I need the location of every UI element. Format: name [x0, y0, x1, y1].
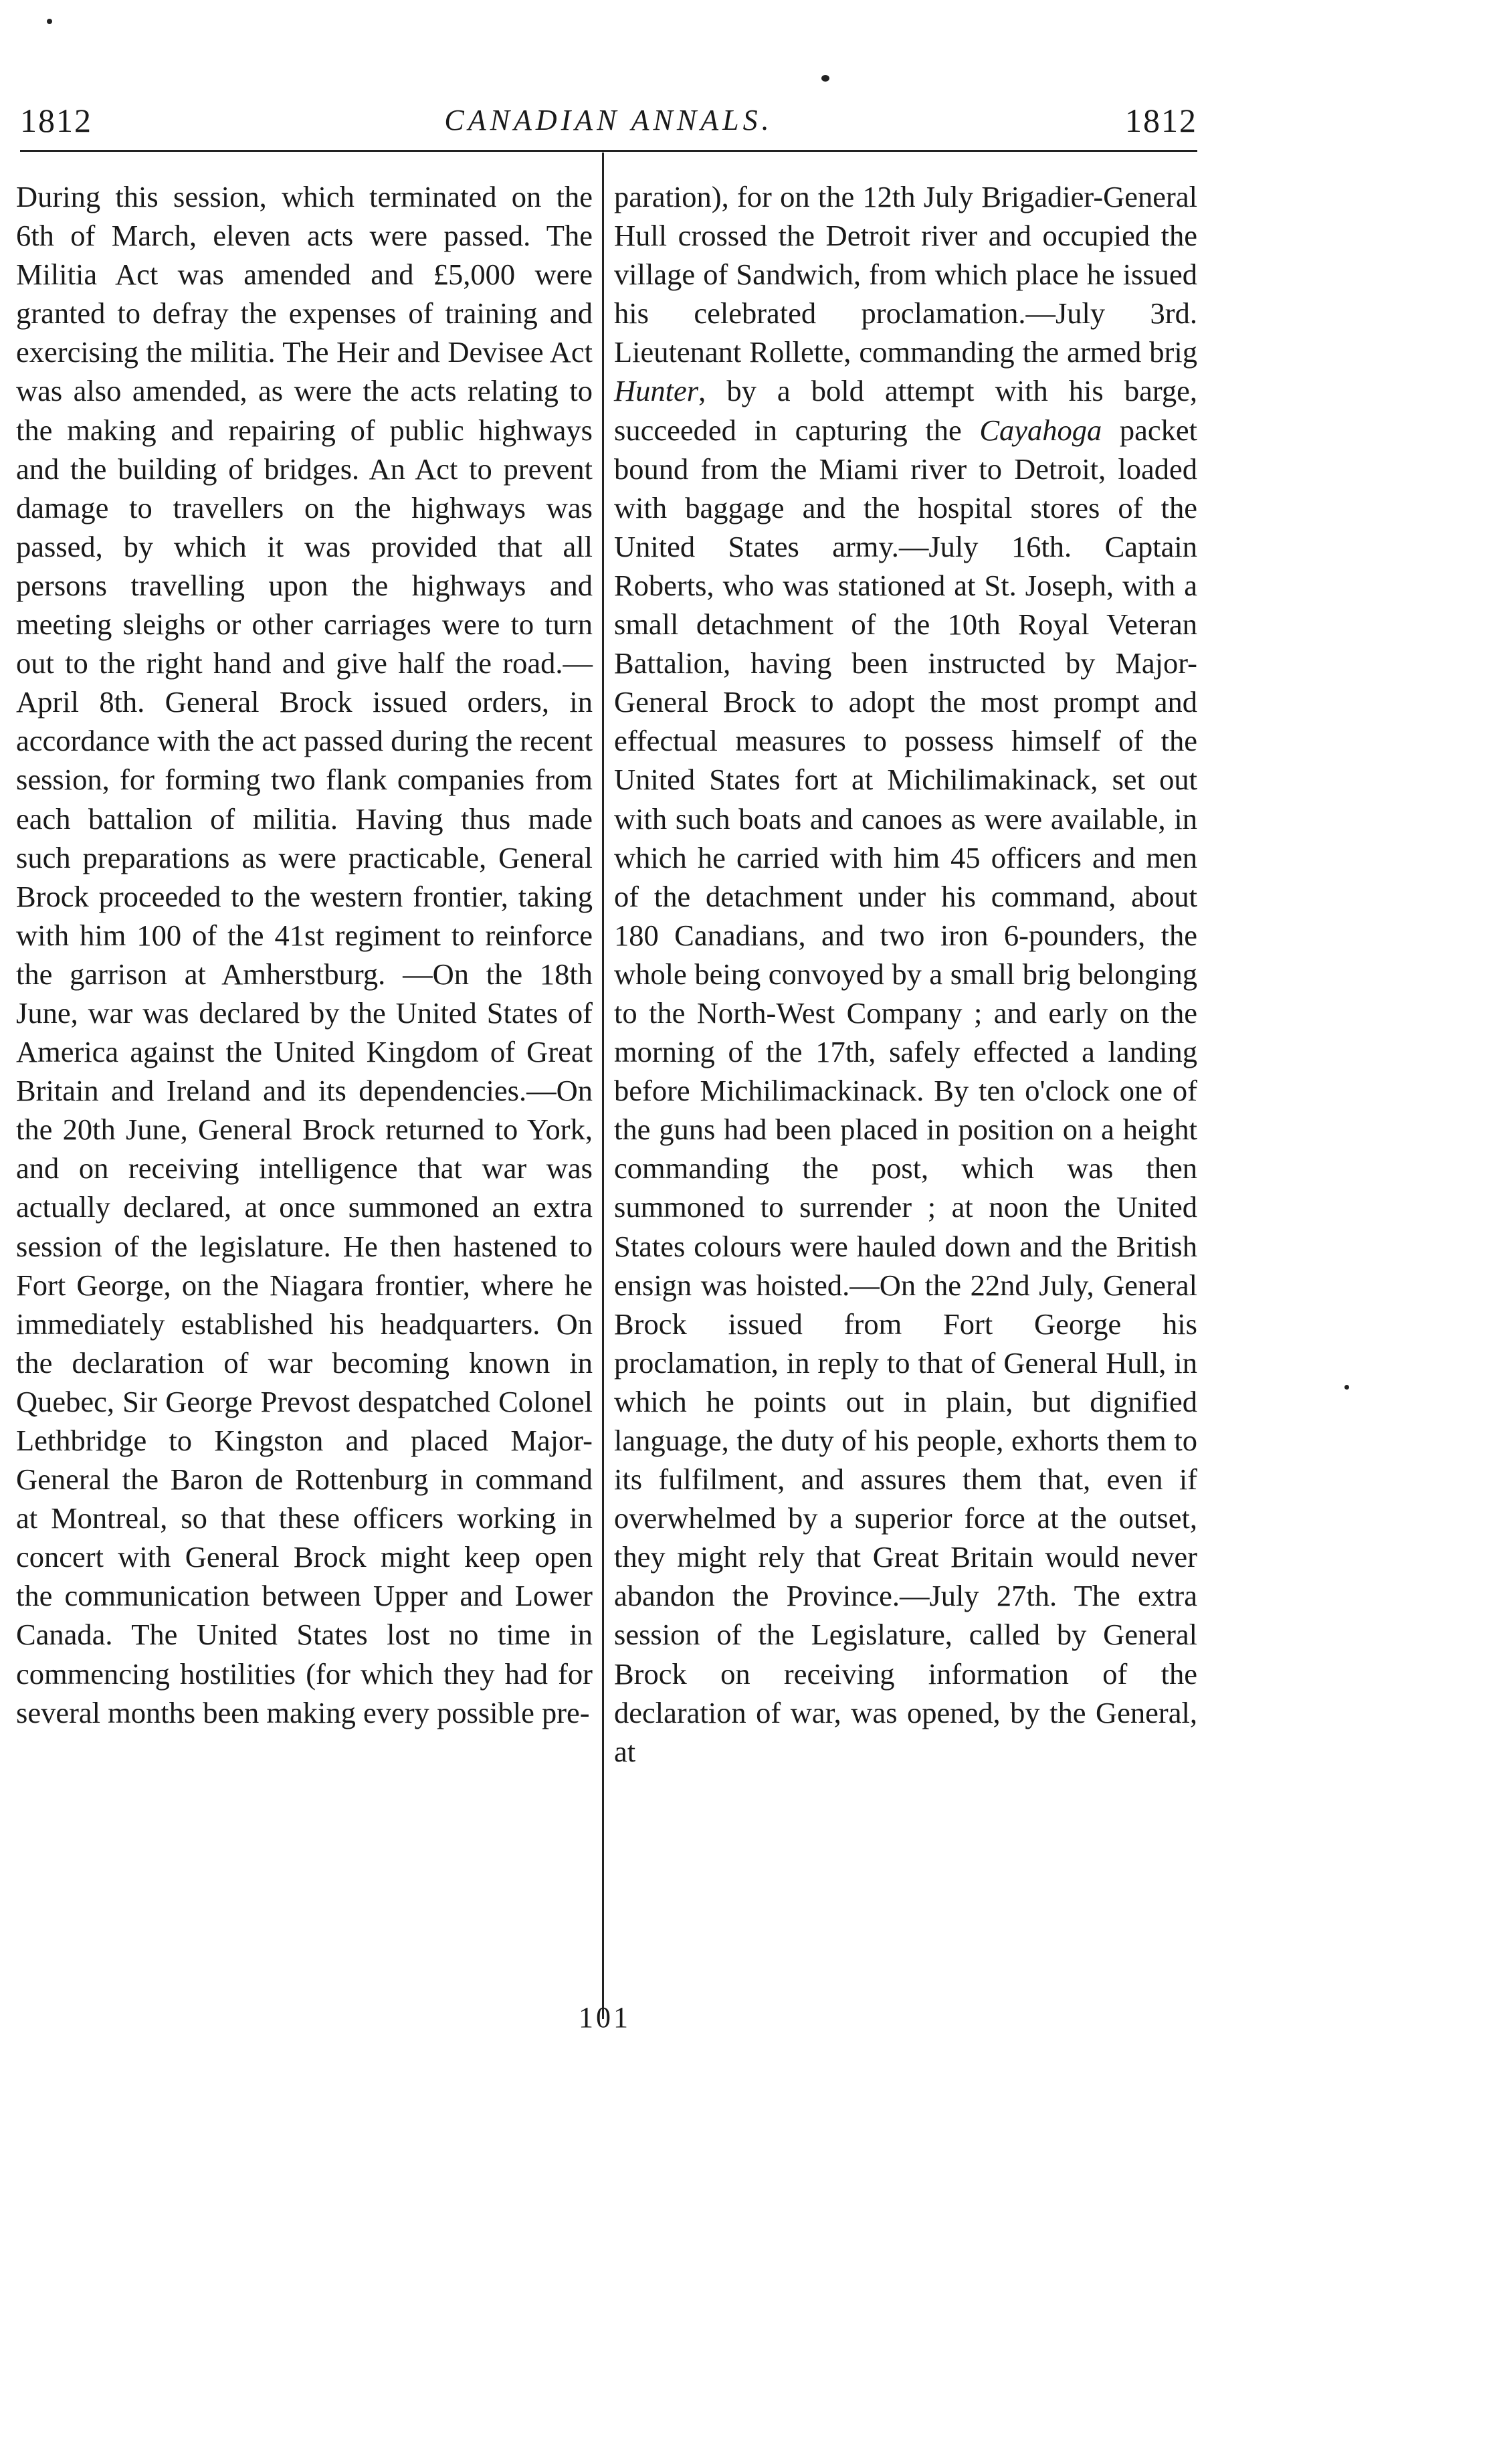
header-year-right: 1812 — [1125, 102, 1197, 139]
right-column-paragraph — [614, 177, 1197, 1771]
left-column — [16, 177, 593, 1732]
header-title: CANADIAN ANNALS. — [444, 104, 773, 136]
left-column-text: During this session, which terminated on the 6th of March, eleven acts were passed. The Militia Act was amended and £5,000 were granted to defray the expenses of training and exercising the militia. The Heir and Devisee Act was also amended, as were the acts relating to the making and repairing of public highways and the building of bridges. An Act to prevent damage to travellers on the highways was passed, by which it was provided that all persons travelling upon the highways and meeting sleighs or other carriages were to turn out to the right hand and give half the road.—April 8th. General Brock issued orders, in accordance with the act passed during the recent session, for forming two flank companies from each battalion of militia. Having thus made such preparations as were practicable, General Brock proceeded to the western frontier, taking with him 100 of the 41st regiment to reinforce the garrison at Amherstburg. —On the 18th June, war was declared by the United States of America against the United Kingdom of Great Britain and Ireland and its dependencies.—On the 20th June, General Brock returned to York, and on receiving intelligence that war was actually declared, at once summoned an extra session of the legislature. He then hastened to Fort George, on the Niagara frontier, where he immediately established his headquarters. On the declaration of war becoming known in Quebec, Sir George Prevost despatched Colonel Lethbridge to Kingston and placed Major-General the Baron de Rottenburg in command at Montreal, so that these officers working in concert with General Brock might keep open the communication between Upper and Lower Canada. The United States lost no time in commencing hostilities (for which they had for several months been making every possible pre- — [16, 180, 593, 1729]
right-text-part-1: paration), for on the 12th July Brigadier-General Hull crossed the Detroit river and occupied the village of Sandwich, from which place he issued his celebrated proclamation.—July 3rd. Lieutenant Rollette, commanding the armed brig — [614, 180, 1197, 369]
scan-speck — [821, 75, 829, 82]
running-header — [20, 94, 1197, 147]
right-text-part-3: packet bound from the Miami river to Detroit, loaded with baggage and the hospital stores of the United States army.—July 16th. Captain Roberts, who was stationed at St. Joseph, with a small detachment of the 10th Royal Veteran Battalion, having been instructed by Major-General Brock to adopt the most prompt and effectual measures to possess himself of the United States fort at Michilimakinack, set out with such boats and canoes as were available, in which he carried with him 45 officers and men of the detachment under his command, about 180 Canadians, and two iron 6-pounders, the whole being convoyed by a small brig belonging to the North-West Company ; and early on the morning of the 17th, safely effected a landing before Michilimackinack. By ten o'clock one of the guns had been placed in position on a height commanding the post, which was then summoned to surrender ; at noon the United States colours were hauled down and the British ensign was hoisted.—On the 22nd July, General Brock issued from Fort George his proclamation, in reply to that of General Hull, in which he points out in plain, but dignified language, the duty of his people, exhorts them to its fulfilment, and assures them that, even if overwhelmed by a superior force at the outset, they might rely that Great Britain would never abandon the Province.—July 27th. The extra session of the Legislature, called by General Brock on receiving information of the declaration of war, was opened, by the General, at — [614, 413, 1197, 1768]
scan-speck — [1344, 1385, 1349, 1390]
ship-name-cayahoga: Cayahoga — [979, 413, 1102, 447]
right-column — [614, 177, 1197, 1771]
right-text-part-2: , by a bold attempt with his barge, succeeded in capturing the — [614, 374, 1197, 447]
header-year-left: 1812 — [20, 102, 92, 139]
column-divider — [602, 153, 604, 2019]
page-number: 101 — [579, 2001, 631, 2034]
ship-name-hunter: Hunter — [614, 374, 699, 408]
scan-speck — [47, 19, 52, 24]
header-rule — [20, 150, 1197, 152]
